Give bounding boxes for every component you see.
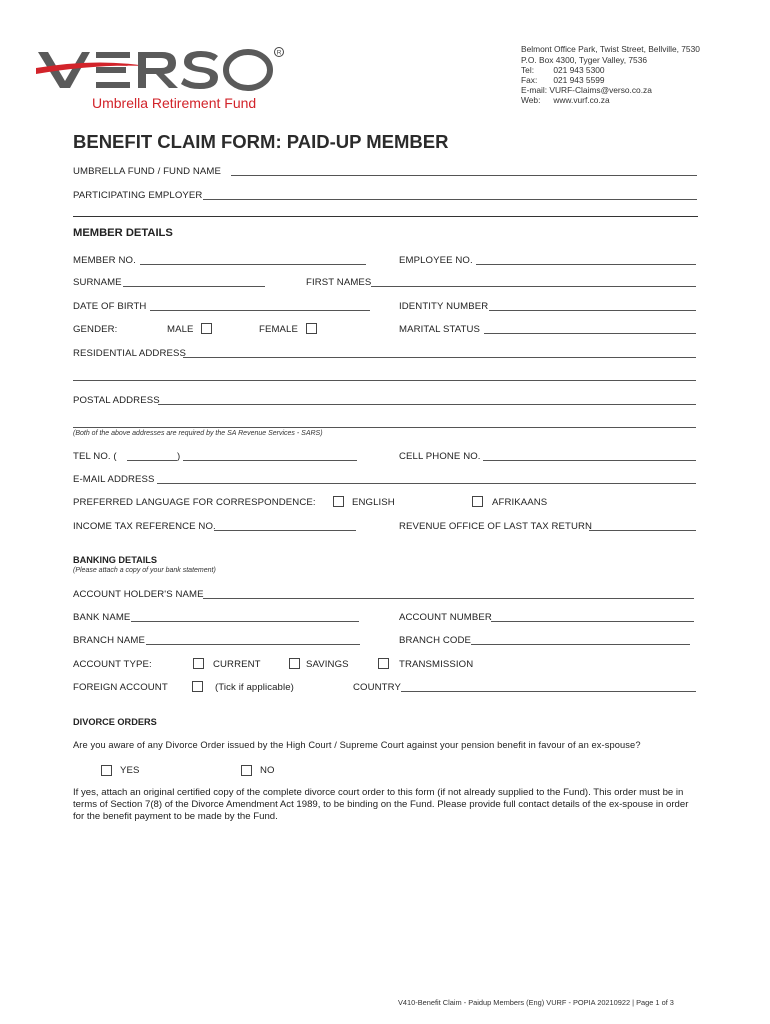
- yes-checkbox[interactable]: [101, 765, 112, 776]
- section-divider: [73, 216, 698, 217]
- country-field[interactable]: [401, 691, 696, 692]
- employer-label: PARTICIPATING EMPLOYER: [73, 190, 203, 201]
- cell-no-label: CELL PHONE NO.: [399, 451, 481, 462]
- member-no-label: MEMBER NO.: [73, 255, 136, 266]
- bank-name-label: BANK NAME: [73, 612, 131, 623]
- female-label: FEMALE: [259, 324, 298, 335]
- member-details-heading: MEMBER DETAILS: [73, 227, 173, 239]
- email-address-field[interactable]: [157, 483, 696, 484]
- address-line-2: P.O. Box 4300, Tyger Valley, 7536: [521, 55, 648, 65]
- revenue-office-label: REVENUE OFFICE OF LAST TAX RETURN: [399, 521, 593, 532]
- male-label: MALE: [167, 324, 194, 335]
- afrikaans-label: AFRIKAANS: [492, 497, 548, 508]
- postal-address-field-2[interactable]: [73, 427, 696, 428]
- logo-subtitle: Umbrella Retirement Fund: [92, 95, 257, 111]
- tel-no-label: TEL NO. (: [73, 451, 117, 462]
- address-line-1: Belmont Office Park, Twist Street, Bellville, 7530: [521, 44, 700, 54]
- fund-name-field[interactable]: [231, 175, 697, 176]
- current-label: CURRENT: [213, 659, 261, 670]
- foreign-account-label: FOREIGN ACCOUNT: [73, 682, 168, 693]
- branch-name-label: BRANCH NAME: [73, 635, 145, 646]
- fax-line: Fax: 021 943 5599: [521, 75, 605, 85]
- no-checkbox[interactable]: [241, 765, 252, 776]
- marital-status-label: MARITAL STATUS: [399, 324, 480, 335]
- account-type-label: ACCOUNT TYPE:: [73, 659, 152, 670]
- english-label: ENGLISH: [352, 497, 395, 508]
- id-number-field[interactable]: [489, 310, 696, 311]
- branch-code-field[interactable]: [471, 644, 690, 645]
- divorce-orders-heading: DIVORCE ORDERS: [73, 717, 157, 727]
- residential-address-field-2[interactable]: [73, 380, 696, 381]
- current-checkbox[interactable]: [193, 658, 204, 669]
- page-title: BENEFIT CLAIM FORM: PAID-UP MEMBER: [73, 131, 449, 152]
- svg-text:R: R: [276, 49, 282, 57]
- country-label: COUNTRY: [353, 682, 401, 693]
- id-number-label: IDENTITY NUMBER: [399, 301, 489, 312]
- income-tax-ref-label: INCOME TAX REFERENCE NO.: [73, 521, 216, 532]
- first-names-label: FIRST NAMES: [306, 277, 372, 288]
- divorce-question: Are you aware of any Divorce Order issued by the High Court / Supreme Court against your pension benefit in favour of an ex-spouse?: [73, 740, 641, 750]
- bank-statement-note: (Please attach a copy of your bank statement): [73, 567, 216, 574]
- tel-close-paren: ): [177, 451, 181, 462]
- account-holder-label: ACCOUNT HOLDER'S NAME: [73, 589, 204, 600]
- tel-line: Tel: 021 943 5300: [521, 65, 605, 75]
- no-label: NO: [260, 765, 275, 776]
- gender-label: GENDER:: [73, 324, 118, 335]
- tick-if-applicable-note: (Tick if applicable): [215, 682, 294, 693]
- savings-checkbox[interactable]: [289, 658, 300, 669]
- account-number-label: ACCOUNT NUMBER: [399, 612, 492, 623]
- dob-field[interactable]: [150, 310, 370, 311]
- residential-address-label: RESIDENTIAL ADDRESS: [73, 348, 186, 359]
- employee-no-label: EMPLOYEE NO.: [399, 255, 473, 266]
- revenue-office-field[interactable]: [589, 530, 696, 531]
- email-line: E-mail: VURF-Claims@verso.co.za: [521, 85, 652, 95]
- email-address-label: E-MAIL ADDRESS: [73, 474, 155, 485]
- transmission-checkbox[interactable]: [378, 658, 389, 669]
- female-checkbox[interactable]: [306, 323, 317, 334]
- residential-address-field-1[interactable]: [183, 357, 696, 358]
- banking-details-heading: BANKING DETAILS: [73, 555, 158, 565]
- member-no-field[interactable]: [140, 264, 366, 265]
- transmission-label: TRANSMISSION: [399, 659, 474, 670]
- tel-area-code-field[interactable]: [127, 460, 177, 461]
- divorce-instructions: If yes, attach an original certified copy of the complete divorce court order to this form (if not already supplied to the Fund). This order must be in terms of Section 7(8) of the Divorce Amendment Act 1989, to be binding on the Fund. Please provide full contact details of the ex-spouse in order for the benefit payment to be made by the Fund.: [73, 787, 689, 822]
- page-footer: V410-Benefit Claim - Paidup Members (Eng) VURF - POPIA 20210922 | Page 1 of 3: [398, 998, 674, 1007]
- male-checkbox[interactable]: [201, 323, 212, 334]
- first-names-field[interactable]: [371, 286, 696, 287]
- english-checkbox[interactable]: [333, 496, 344, 507]
- postal-address-label: POSTAL ADDRESS: [73, 395, 160, 406]
- address-note: (Both of the above addresses are required by the SA Revenue Services - SARS): [73, 430, 323, 437]
- yes-label: YES: [120, 765, 140, 776]
- branch-code-label: BRANCH CODE: [399, 635, 471, 646]
- web-line: Web: www.vurf.co.za: [521, 95, 610, 105]
- surname-field[interactable]: [123, 286, 265, 287]
- employee-no-field[interactable]: [476, 264, 696, 265]
- afrikaans-checkbox[interactable]: [472, 496, 483, 507]
- branch-name-field[interactable]: [146, 644, 360, 645]
- marital-status-field[interactable]: [484, 333, 696, 334]
- account-holder-field[interactable]: [203, 598, 694, 599]
- employer-field[interactable]: [203, 199, 697, 200]
- tel-no-field[interactable]: [183, 460, 357, 461]
- foreign-account-checkbox[interactable]: [192, 681, 203, 692]
- cell-no-field[interactable]: [483, 460, 696, 461]
- postal-address-field-1[interactable]: [158, 404, 696, 405]
- surname-label: SURNAME: [73, 277, 122, 288]
- account-number-field[interactable]: [491, 621, 694, 622]
- income-tax-ref-field[interactable]: [214, 530, 356, 531]
- verso-logo-mark: [36, 44, 286, 94]
- savings-label: SAVINGS: [306, 659, 349, 670]
- dob-label: DATE OF BIRTH: [73, 301, 147, 312]
- fund-name-label: UMBRELLA FUND / FUND NAME: [73, 166, 222, 177]
- pref-language-label: PREFERRED LANGUAGE FOR CORRESPONDENCE:: [73, 497, 316, 508]
- bank-name-field[interactable]: [131, 621, 359, 622]
